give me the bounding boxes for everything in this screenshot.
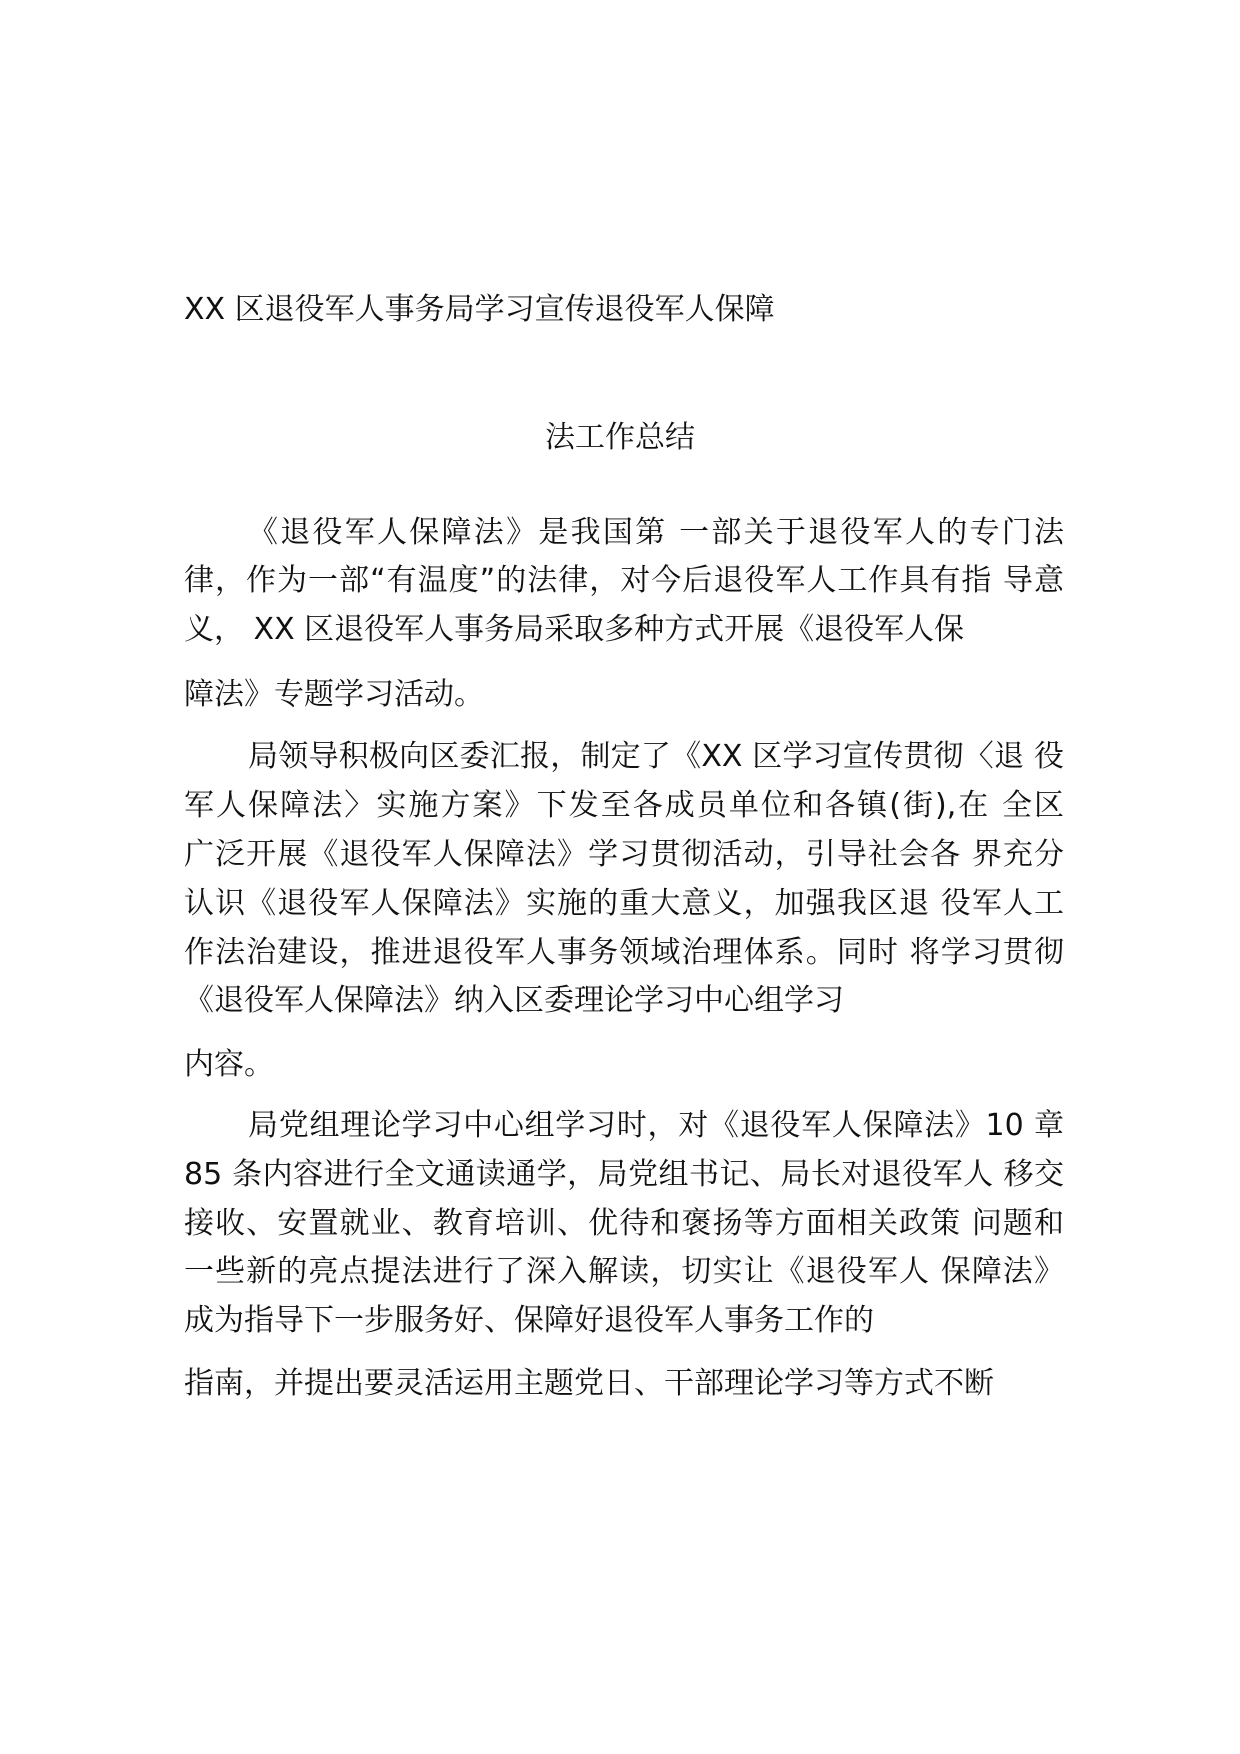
paragraph-2-line-2: 军人保障法〉实施方案》下发至各成员单位和各镇(街),在 全区 xyxy=(184,788,1064,823)
paragraph-3-line-5: 成为指导下一步服务好、保障好退役军人事务工作的 xyxy=(184,1303,874,1338)
paragraph-2-line-6: 《退役军人保障法》纳入区委理论学习中心组学习 xyxy=(184,983,844,1018)
document-title-line-1: XX 区退役军人事务局学习宣传退役军人保障 xyxy=(184,292,775,327)
paragraph-2-line-7: 内容。 xyxy=(184,1047,274,1082)
paragraph-2-line-3: 广泛开展《退役军人保障法》学习贯彻活动，引导社会各 界充分 xyxy=(184,837,1064,872)
paragraph-1-line-1: 《退役军人保障法》是我国第 一部关于退役军人的专门法 xyxy=(248,515,1064,550)
paragraph-2-line-5: 作法治建设，推进退役军人事务领域治理体系。同时 将学习贯彻 xyxy=(184,935,1064,970)
document-title-line-2: 法工作总结 xyxy=(545,420,695,455)
paragraph-1-line-2: 律，作为一部“有温度”的法律，对今后退役军人工作具有指 导意 xyxy=(184,563,1064,598)
paragraph-1-line-4: 障法》专题学习活动。 xyxy=(184,677,484,712)
paragraph-3-line-1: 局党组理论学习中心组学习时，对《退役军人保障法》10 章 xyxy=(248,1108,1064,1143)
paragraph-1-line-3: 义， XX 区退役军人事务局采取多种方式开展《退役军人保 xyxy=(184,612,965,647)
paragraph-3-line-6: 指南，并提出要灵活运用主题党日、干部理论学习等方式不断 xyxy=(184,1366,994,1401)
paragraph-2-line-4: 认识《退役军人保障法》实施的重大意义，加强我区退 役军人工 xyxy=(184,886,1064,921)
paragraph-2-line-1: 局领导积极向区委汇报，制定了《XX 区学习宣传贯彻〈退 役 xyxy=(248,739,1064,774)
paragraph-3-line-3: 接收、安置就业、教育培训、优待和褒扬等方面相关政策 问题和 xyxy=(184,1206,1064,1241)
paragraph-3-line-2: 85 条内容进行全文通读通学，局党组书记、局长对退役军人 移交 xyxy=(184,1157,1064,1192)
paragraph-3-line-4: 一些新的亮点提法进行了深入解读，切实让《退役军人 保障法》 xyxy=(184,1254,1064,1289)
